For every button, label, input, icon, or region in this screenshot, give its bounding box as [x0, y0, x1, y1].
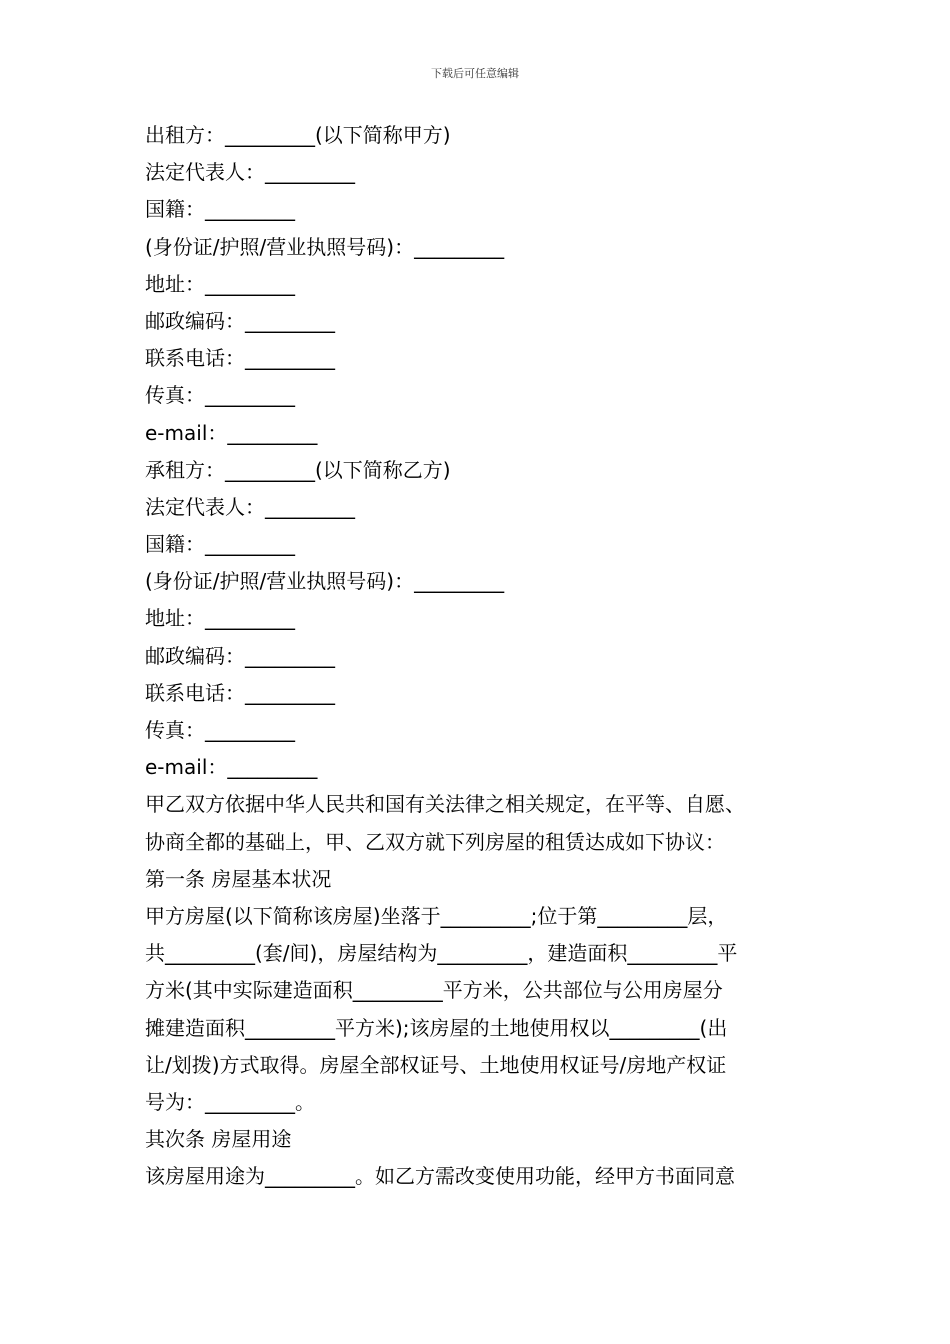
lessor-email-line: e-mail：_________ — [145, 420, 318, 445]
article-1-text-line: 共_________(套/间)，房屋结构为_________，建造面积_________平 — [145, 941, 738, 966]
article-2-text-line: 该房屋用途为_________。如乙方需改变使用功能，经甲方书面同意 — [145, 1164, 735, 1189]
article-1-heading: 第一条 房屋基本状况 — [145, 866, 332, 891]
article-1-text-line: 让/划拨)方式取得。房屋全部权证号、土地使用权证号/房地产权证 — [145, 1052, 727, 1077]
article-1-text-line: 甲方房屋(以下简称该房屋)坐落于_________;位于第_________层， — [145, 903, 728, 928]
lessor-phone-line: 联系电话：_________ — [145, 346, 335, 371]
page-header: 下载后可任意编辑 — [431, 67, 519, 80]
article-1-text-line: 摊建造面积_________平方米);该房屋的土地使用权以_________(出 — [145, 1015, 728, 1040]
lessee-line: 承租方：_________(以下简称乙方) — [145, 457, 451, 482]
lessee-id-number-line: (身份证/护照/营业执照号码)：_________ — [145, 569, 505, 594]
article-2-heading: 其次条 房屋用途 — [145, 1127, 292, 1152]
lessee-fax-line: 传真：_________ — [145, 718, 295, 742]
preamble-line-1: 甲乙双方依据中华人民共和国有关法律之相关规定，在平等、自愿、 — [145, 792, 745, 817]
lessee-postcode-line: 邮政编码：_________ — [145, 643, 335, 668]
lessor-nationality-line: 国籍：_________ — [145, 197, 295, 222]
lessor-fax-line: 传真：_________ — [145, 383, 295, 408]
article-1-text-line: 方米(其中实际建造面积_________平方米，公共部位与公用房屋分 — [145, 978, 723, 1003]
lessee-phone-line: 联系电话：_________ — [145, 680, 335, 705]
lessee-legal-rep-line: 法定代表人：_________ — [145, 494, 355, 519]
article-1-text-line: 号为：_________。 — [145, 1089, 315, 1114]
document-body — [145, 117, 825, 1195]
lessor-legal-rep-line: 法定代表人：_________ — [145, 160, 355, 185]
lessor-postcode-line: 邮政编码：_________ — [145, 308, 335, 333]
lessee-nationality-line: 国籍：_________ — [145, 532, 295, 557]
lessor-address-line: 地址：_________ — [145, 271, 295, 296]
preamble-line-2: 协商全都的基础上，甲、乙双方就下列房屋的租赁达成如下协议： — [145, 829, 725, 854]
lessor-id-number-line: (身份证/护照/营业执照号码)：_________ — [145, 234, 505, 259]
lessee-email-line: e-mail：_________ — [145, 755, 318, 780]
lessor-line: 出租方：_________(以下简称甲方) — [145, 123, 451, 147]
lessee-address-line: 地址：_________ — [145, 606, 295, 631]
